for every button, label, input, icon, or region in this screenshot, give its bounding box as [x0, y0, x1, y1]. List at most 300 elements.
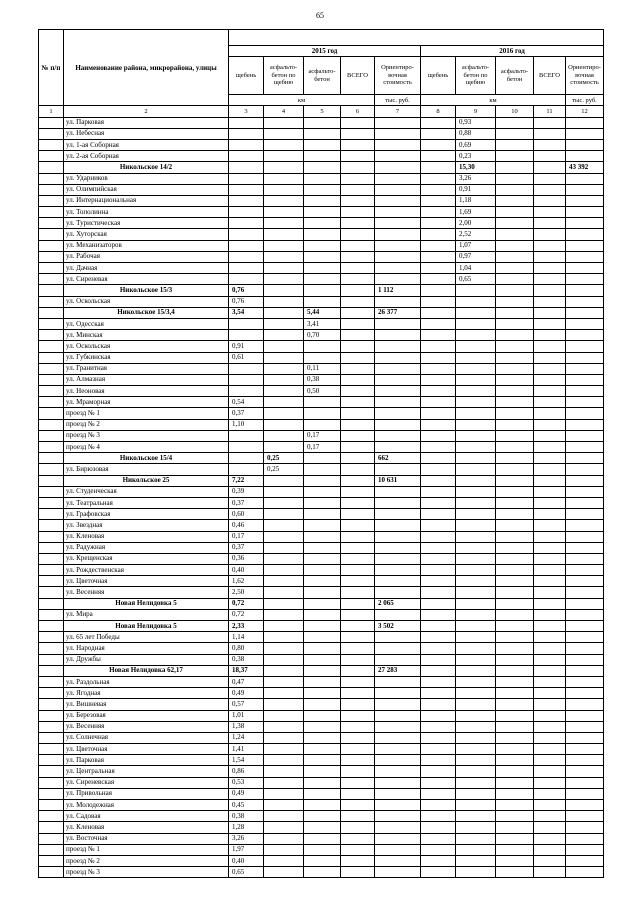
value-cell [304, 240, 341, 251]
unit-km: км [229, 95, 375, 106]
row-number-cell [39, 699, 64, 710]
value-cell [304, 855, 341, 866]
value-cell [341, 654, 375, 665]
value-cell [264, 151, 304, 162]
value-cell [421, 274, 456, 285]
value-cell [229, 318, 264, 329]
value-cell [496, 621, 534, 632]
table-row [39, 777, 604, 788]
value-cell: 43 392 [566, 162, 604, 173]
row-number-cell [39, 811, 64, 822]
value-cell [229, 442, 264, 453]
value-cell [375, 397, 421, 408]
table-row [39, 128, 604, 139]
value-cell [375, 341, 421, 352]
value-cell [421, 632, 456, 643]
value-cell [264, 285, 304, 296]
value-cell [264, 855, 304, 866]
table-row [39, 833, 604, 844]
value-cell: 1,69 [456, 207, 496, 218]
row-number-cell [39, 822, 64, 833]
value-cell [421, 676, 456, 687]
value-cell [456, 844, 496, 855]
value-cell [421, 565, 456, 576]
value-cell [264, 811, 304, 822]
value-cell [421, 374, 456, 385]
value-cell [341, 542, 375, 553]
value-cell [421, 800, 456, 811]
street-name: ул. Кленовая [64, 822, 229, 833]
value-cell [566, 442, 604, 453]
value-cell [456, 621, 496, 632]
value-cell [534, 844, 566, 855]
value-cell [375, 139, 421, 150]
value-cell [341, 676, 375, 687]
value-cell [341, 811, 375, 822]
value-cell [375, 766, 421, 777]
value-cell [264, 520, 304, 531]
value-cell: 1,24 [229, 732, 264, 743]
table-row [39, 330, 604, 341]
value-cell [456, 520, 496, 531]
value-cell [421, 162, 456, 173]
value-cell [375, 531, 421, 542]
street-name: ул. 2-ая Соборная [64, 151, 229, 162]
value-cell [566, 542, 604, 553]
value-cell [375, 374, 421, 385]
column-number: 5 [304, 106, 341, 117]
value-cell: 0,91 [229, 341, 264, 352]
value-cell [534, 766, 566, 777]
value-cell [304, 341, 341, 352]
table-row [39, 800, 604, 811]
row-number-cell [39, 598, 64, 609]
section-row [39, 162, 604, 173]
street-name: ул. Тополинна [64, 207, 229, 218]
value-cell [496, 855, 534, 866]
table-row [39, 195, 604, 206]
value-cell [496, 844, 534, 855]
value-cell [496, 442, 534, 453]
value-cell [229, 374, 264, 385]
value-cell [496, 139, 534, 150]
value-cell [375, 844, 421, 855]
row-number-cell [39, 665, 64, 676]
row-number-cell [39, 833, 64, 844]
value-cell [496, 553, 534, 564]
row-number-cell [39, 621, 64, 632]
value-cell: 0,23 [456, 151, 496, 162]
value-cell [341, 386, 375, 397]
value-cell [566, 386, 604, 397]
row-number-cell [39, 117, 64, 128]
value-cell [341, 374, 375, 385]
value-cell [375, 777, 421, 788]
value-cell [566, 643, 604, 654]
value-cell [456, 553, 496, 564]
value-cell [534, 676, 566, 687]
value-cell [375, 184, 421, 195]
value-cell [566, 263, 604, 274]
value-cell [456, 430, 496, 441]
value-cell [375, 151, 421, 162]
row-number-cell [39, 128, 64, 139]
value-cell [421, 117, 456, 128]
street-name: ул. Олимпийская [64, 184, 229, 195]
value-cell [421, 453, 456, 464]
value-cell [264, 777, 304, 788]
table-row [39, 430, 604, 441]
value-cell: 7,22 [229, 475, 264, 486]
row-number-cell [39, 274, 64, 285]
value-cell [496, 598, 534, 609]
value-cell [456, 352, 496, 363]
row-number-cell [39, 229, 64, 240]
value-cell [421, 318, 456, 329]
street-name: ул. Молодежная [64, 800, 229, 811]
subheader-cost: Ориентиро-вочная стоимость [566, 57, 604, 95]
street-name: ул. Весенняя [64, 721, 229, 732]
value-cell [375, 520, 421, 531]
row-number-cell [39, 844, 64, 855]
value-cell [534, 788, 566, 799]
value-cell [496, 497, 534, 508]
street-name: ул. Весенняя [64, 587, 229, 598]
table-row [39, 632, 604, 643]
value-cell [456, 531, 496, 542]
value-cell [566, 240, 604, 251]
value-cell [264, 475, 304, 486]
value-cell [375, 430, 421, 441]
table-row [39, 408, 604, 419]
value-cell [534, 117, 566, 128]
value-cell [566, 609, 604, 620]
value-cell [534, 374, 566, 385]
section-name: Новая Нелидовка 62,17 [64, 665, 229, 676]
table-row [39, 173, 604, 184]
value-cell [264, 195, 304, 206]
value-cell: 0,57 [229, 699, 264, 710]
value-cell [304, 207, 341, 218]
value-cell [566, 732, 604, 743]
value-cell [304, 195, 341, 206]
value-cell [375, 643, 421, 654]
value-cell [264, 386, 304, 397]
value-cell [456, 855, 496, 866]
value-cell [304, 263, 341, 274]
value-cell [304, 643, 341, 654]
table-row [39, 609, 604, 620]
value-cell [534, 240, 566, 251]
value-cell [264, 587, 304, 598]
value-cell [496, 419, 534, 430]
value-cell [456, 307, 496, 318]
table-row [39, 676, 604, 687]
value-cell: 2,50 [229, 587, 264, 598]
value-cell [375, 833, 421, 844]
value-cell [566, 173, 604, 184]
row-number-cell [39, 788, 64, 799]
value-cell [566, 207, 604, 218]
section-name: Никольское 15/4 [64, 453, 229, 464]
row-number-cell [39, 710, 64, 721]
section-row [39, 285, 604, 296]
table-row [39, 386, 604, 397]
value-cell [229, 128, 264, 139]
row-number-cell [39, 632, 64, 643]
value-cell [421, 442, 456, 453]
value-cell [534, 207, 566, 218]
value-cell [534, 520, 566, 531]
value-cell [375, 755, 421, 766]
value-cell [496, 632, 534, 643]
value-cell [421, 173, 456, 184]
row-number-cell [39, 162, 64, 173]
value-cell [264, 553, 304, 564]
value-cell: 0,70 [304, 330, 341, 341]
value-cell [534, 565, 566, 576]
value-cell [264, 744, 304, 755]
value-cell [566, 374, 604, 385]
value-cell [421, 352, 456, 363]
value-cell [375, 542, 421, 553]
table-row [39, 565, 604, 576]
table-row [39, 240, 604, 251]
value-cell [229, 229, 264, 240]
value-cell [375, 173, 421, 184]
value-cell [229, 139, 264, 150]
value-cell [375, 296, 421, 307]
row-number-cell [39, 240, 64, 251]
value-cell [375, 732, 421, 743]
value-cell [375, 688, 421, 699]
table-row [39, 654, 604, 665]
section-row [39, 598, 604, 609]
column-number: 2 [64, 106, 229, 117]
value-cell [566, 117, 604, 128]
value-cell [375, 855, 421, 866]
row-number-cell [39, 464, 64, 475]
subheader-total: ВСЕГО [534, 57, 566, 95]
row-number-cell [39, 721, 64, 732]
value-cell [421, 855, 456, 866]
value-cell [534, 419, 566, 430]
value-cell [304, 654, 341, 665]
subheader-asphalt-on-gravel: асфальто-бетон по щебню [264, 57, 304, 95]
value-cell [341, 296, 375, 307]
row-number-cell [39, 609, 64, 620]
value-cell [534, 643, 566, 654]
value-cell: 1,28 [229, 822, 264, 833]
value-cell [341, 318, 375, 329]
value-cell [496, 587, 534, 598]
value-cell [456, 766, 496, 777]
row-number-cell [39, 520, 64, 531]
value-cell: 3,26 [229, 833, 264, 844]
value-cell [421, 822, 456, 833]
value-cell [304, 632, 341, 643]
value-cell [304, 251, 341, 262]
row-number-cell [39, 643, 64, 654]
value-cell [456, 285, 496, 296]
table-row [39, 251, 604, 262]
value-cell [566, 218, 604, 229]
value-cell [304, 800, 341, 811]
value-cell [304, 419, 341, 430]
table-row [39, 374, 604, 385]
value-cell [566, 721, 604, 732]
street-name: ул. Графовская [64, 509, 229, 520]
value-cell [456, 475, 496, 486]
value-cell [496, 352, 534, 363]
street-name: ул. Рождественская [64, 565, 229, 576]
value-cell [341, 195, 375, 206]
value-cell [341, 632, 375, 643]
value-cell [341, 744, 375, 755]
row-number-cell [39, 352, 64, 363]
value-cell: 0,38 [304, 374, 341, 385]
value-cell: 0,69 [456, 139, 496, 150]
value-cell [496, 240, 534, 251]
row-number-cell [39, 497, 64, 508]
value-cell: 662 [375, 453, 421, 464]
value-cell [264, 139, 304, 150]
street-name: проезд № 4 [64, 442, 229, 453]
subheader-asphalt: асфальто-бетон [304, 57, 341, 95]
value-cell [534, 542, 566, 553]
value-cell [304, 173, 341, 184]
value-cell [566, 800, 604, 811]
value-cell [304, 777, 341, 788]
value-cell [566, 744, 604, 755]
value-cell [264, 732, 304, 743]
value-cell: 0,36 [229, 553, 264, 564]
value-cell [456, 464, 496, 475]
table-row [39, 811, 604, 822]
value-cell [534, 307, 566, 318]
value-cell [534, 576, 566, 587]
value-cell [534, 251, 566, 262]
table-row [39, 341, 604, 352]
value-cell [421, 621, 456, 632]
value-cell [375, 811, 421, 822]
value-cell: 1,04 [456, 263, 496, 274]
value-cell [421, 598, 456, 609]
value-cell [534, 363, 566, 374]
row-number-cell [39, 453, 64, 464]
value-cell [304, 542, 341, 553]
column-number: 8 [421, 106, 456, 117]
street-name: ул. Крещенская [64, 553, 229, 564]
value-cell [421, 788, 456, 799]
value-cell: 0,93 [456, 117, 496, 128]
value-cell [496, 486, 534, 497]
row-number-cell [39, 430, 64, 441]
value-cell [341, 363, 375, 374]
value-cell [341, 576, 375, 587]
value-cell [566, 251, 604, 262]
value-cell [341, 766, 375, 777]
section-name: Новая Нелидовка 5 [64, 621, 229, 632]
value-cell [264, 621, 304, 632]
table-row [39, 721, 604, 732]
value-cell [341, 442, 375, 453]
value-cell [566, 274, 604, 285]
value-cell [421, 531, 456, 542]
value-cell [304, 833, 341, 844]
table-row [39, 553, 604, 564]
value-cell [304, 732, 341, 743]
value-cell [341, 419, 375, 430]
value-cell [566, 587, 604, 598]
value-cell [456, 419, 496, 430]
street-name: ул. Бирюзовая [64, 464, 229, 475]
value-cell [534, 867, 566, 878]
value-cell [456, 318, 496, 329]
table-row [39, 587, 604, 598]
value-cell [421, 811, 456, 822]
value-cell [456, 833, 496, 844]
value-cell: 0,25 [264, 464, 304, 475]
street-name: ул. Мраморная [64, 397, 229, 408]
value-cell [264, 251, 304, 262]
value-cell: 0,53 [229, 777, 264, 788]
table-row [39, 732, 604, 743]
value-cell [534, 800, 566, 811]
value-cell [264, 609, 304, 620]
value-cell [264, 676, 304, 687]
value-cell [566, 296, 604, 307]
value-cell [341, 688, 375, 699]
value-cell [566, 565, 604, 576]
value-cell [229, 240, 264, 251]
value-cell [496, 274, 534, 285]
street-name: проезд № 3 [64, 430, 229, 441]
value-cell [341, 453, 375, 464]
table-row [39, 318, 604, 329]
value-cell [375, 263, 421, 274]
value-cell [566, 341, 604, 352]
value-cell [566, 621, 604, 632]
value-cell [566, 867, 604, 878]
value-cell [304, 755, 341, 766]
value-cell [566, 777, 604, 788]
street-name: ул. Сиреневская [64, 777, 229, 788]
value-cell [341, 755, 375, 766]
value-cell [496, 430, 534, 441]
subheader-gravel: щебень [229, 57, 264, 95]
street-name: ул. Ударников [64, 173, 229, 184]
value-cell: 0,49 [229, 688, 264, 699]
value-cell [375, 117, 421, 128]
street-name: ул. Дружбы [64, 654, 229, 665]
value-cell [341, 833, 375, 844]
value-cell [341, 128, 375, 139]
value-cell [534, 632, 566, 643]
value-cell [375, 721, 421, 732]
row-number-cell [39, 755, 64, 766]
value-cell [304, 811, 341, 822]
value-cell [375, 867, 421, 878]
value-cell [375, 632, 421, 643]
value-cell [341, 285, 375, 296]
value-cell [496, 173, 534, 184]
value-cell [534, 341, 566, 352]
value-cell [264, 318, 304, 329]
row-number-cell [39, 397, 64, 408]
value-cell [496, 867, 534, 878]
value-cell [421, 263, 456, 274]
